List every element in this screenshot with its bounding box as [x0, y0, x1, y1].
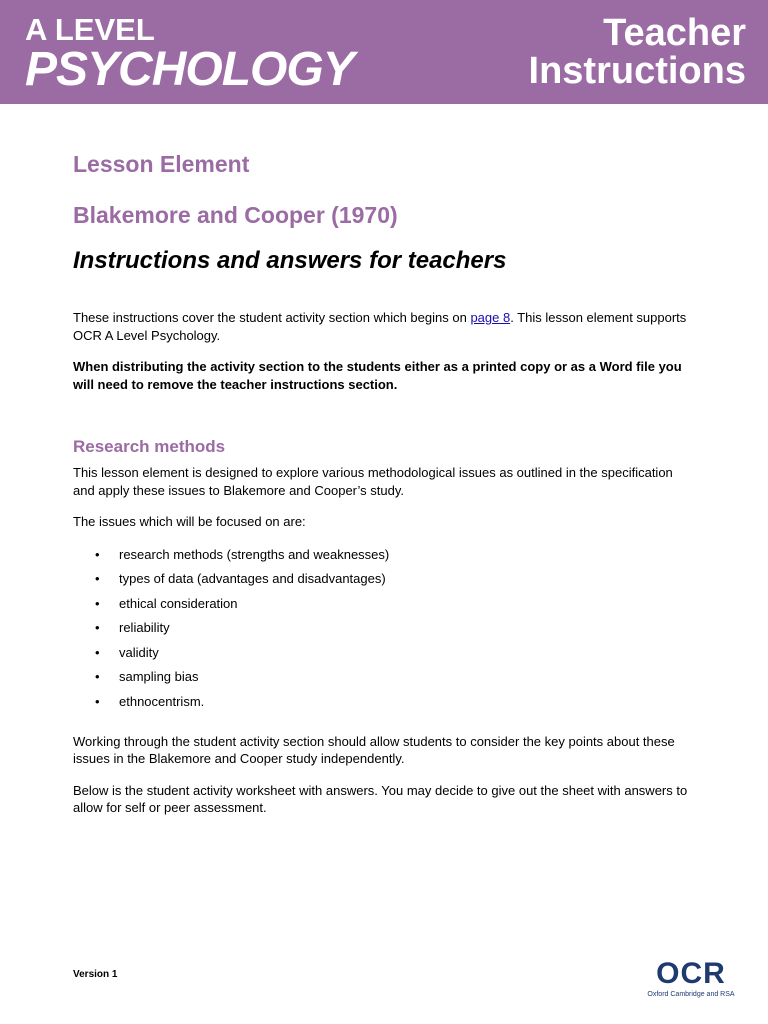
list-item: • sampling bias [73, 665, 698, 690]
distribution-notice: When distributing the activity section to the students either as a printed copy or as a Word file you will need to remove the teacher instructions section. [73, 359, 682, 392]
list-item: • ethical consideration [73, 592, 698, 617]
instructions-heading: Instructions and answers for teachers [73, 247, 507, 274]
intro-text-before: These instructions cover the student activity section which begins on [73, 310, 471, 325]
subject-level: A LEVEL [25, 12, 155, 47]
list-item: • validity [73, 641, 698, 666]
page-8-link[interactable]: page 8 [470, 310, 511, 325]
ocr-logo-subtitle: Oxford Cambridge and RSA [647, 991, 735, 998]
research-intro-paragraph: This lesson element is designed to explore various methodological issues as outlined in the specification and apply these issues to Blakemore and Cooper’s study. [73, 465, 673, 498]
list-item: • research methods (strengths and weaknesses) [73, 543, 698, 568]
list-item: • reliability [73, 616, 698, 641]
list-item: • types of data (advantages and disadvantages) [73, 567, 698, 592]
subject-name: PSYCHOLOGY [25, 43, 354, 96]
list-item: • ethnocentrism. [73, 690, 698, 715]
document-type-line1: Teacher [603, 12, 746, 54]
intro-paragraph [73, 309, 698, 344]
study-title: Blakemore and Cooper (1970) [73, 202, 398, 228]
version-label: Version 1 [73, 969, 118, 980]
worksheet-paragraph: Below is the student activity worksheet with answers. You may decide to give out the sheet with answers to allow for self or peer assessment. [73, 782, 688, 816]
lesson-element-heading: Lesson Element [73, 151, 250, 177]
research-methods-heading: Research methods [73, 437, 226, 456]
document-type [529, 14, 746, 90]
ocr-logo-mark: OCR [656, 957, 726, 990]
issues-list [73, 543, 698, 715]
document-type-line2: Instructions [528, 50, 746, 92]
subject-title [25, 14, 354, 95]
activity-paragraph: Working through the student activity section should allow students to consider the key points about these issues in the Blakemore and Cooper study independently. [73, 733, 675, 767]
intro-text-after: . This lesson element supports OCR A Level Psychology. [73, 310, 687, 343]
header-banner [0, 0, 768, 104]
issues-lead-paragraph: The issues which will be focused on are: [73, 514, 306, 529]
main-content [73, 147, 698, 817]
ocr-logo [641, 958, 741, 999]
